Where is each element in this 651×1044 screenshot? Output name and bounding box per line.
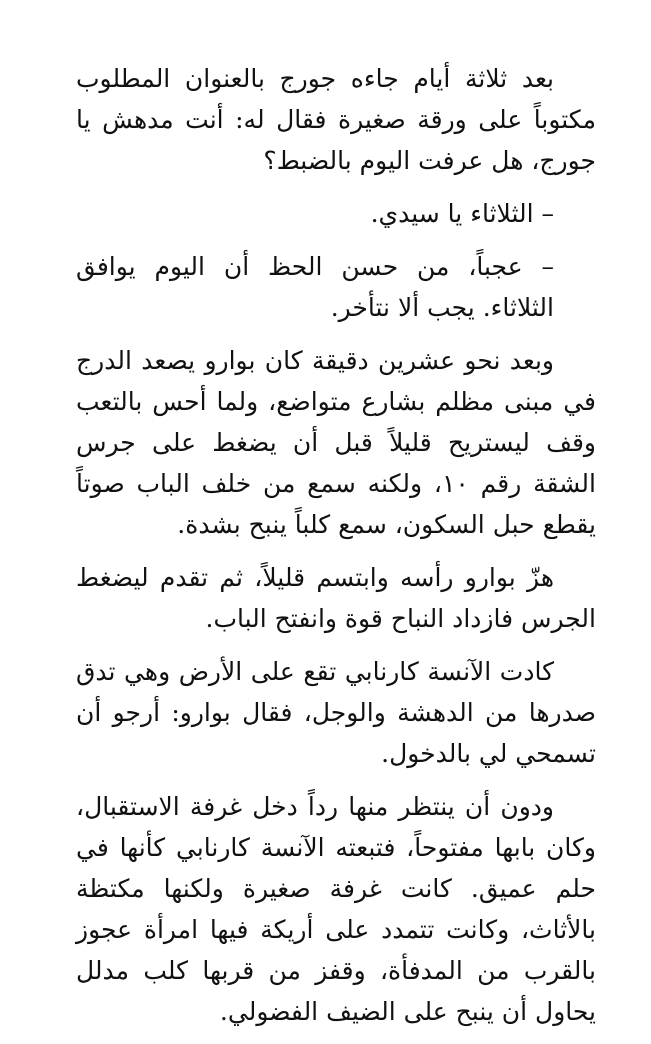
book-page — [76, 58, 596, 1044]
paragraph-george-address: بعد ثلاثة أيام جاءه جورج بالعنوان المطلوب مكتوباً على ورقة صغيرة فقال له: أنت مدهش يا جورج، هل عرفت اليوم بالضبط؟ — [76, 64, 596, 175]
paragraph-poirot-stairs: وبعد نحو عشرين دقيقة كان بوارو يصعد الدرج في مبنى مظلم بشارع متواضع، ولما أحس بالتعب وقف ليستريح قليلاً قبل أن يضغط على جرس الشقة رقم ١٠، ولكنه سمع من خلف الباب صوتاً يقطع حبل السكون، سمع كلباً ينبح بشدة. — [76, 346, 596, 539]
paragraph-reception-room: ودون أن ينتظر منها رداً دخل غرفة الاستقبال، وكان بابها مفتوحاً، فتبعته الآنسة كارنابي كأنها في حلم عميق. كانت غرفة صغيرة ولكنها مكتظة بالأثاث، وكانت تتمدد على أريكة فيها امرأة عجوز بالقرب من المدفأة، وقفز من قربها كلب مدلل يحاول أن ينبح على الضيف الفضولي. — [76, 792, 596, 1026]
paragraph-dialogue-tuesday: – الثلاثاء يا سيدي. — [370, 199, 554, 228]
paragraph-dialogue-hurry: – عجباً، من حسن الحظ أن اليوم يوافق الثلاثاء. يجب ألا نتأخر. — [76, 252, 554, 322]
paragraph-poirot-bell: هزّ بوارو رأسه وابتسم قليلاً، ثم تقدم ليضغط الجرس فازداد النباح قوة وانفتح الباب. — [76, 563, 596, 633]
paragraph-miss-carnaby: كادت الآنسة كارنابي تقع على الأرض وهي تدق صدرها من الدهشة والوجل، فقال بوارو: أرجو أن تسمحي لي بالدخول. — [76, 657, 596, 768]
